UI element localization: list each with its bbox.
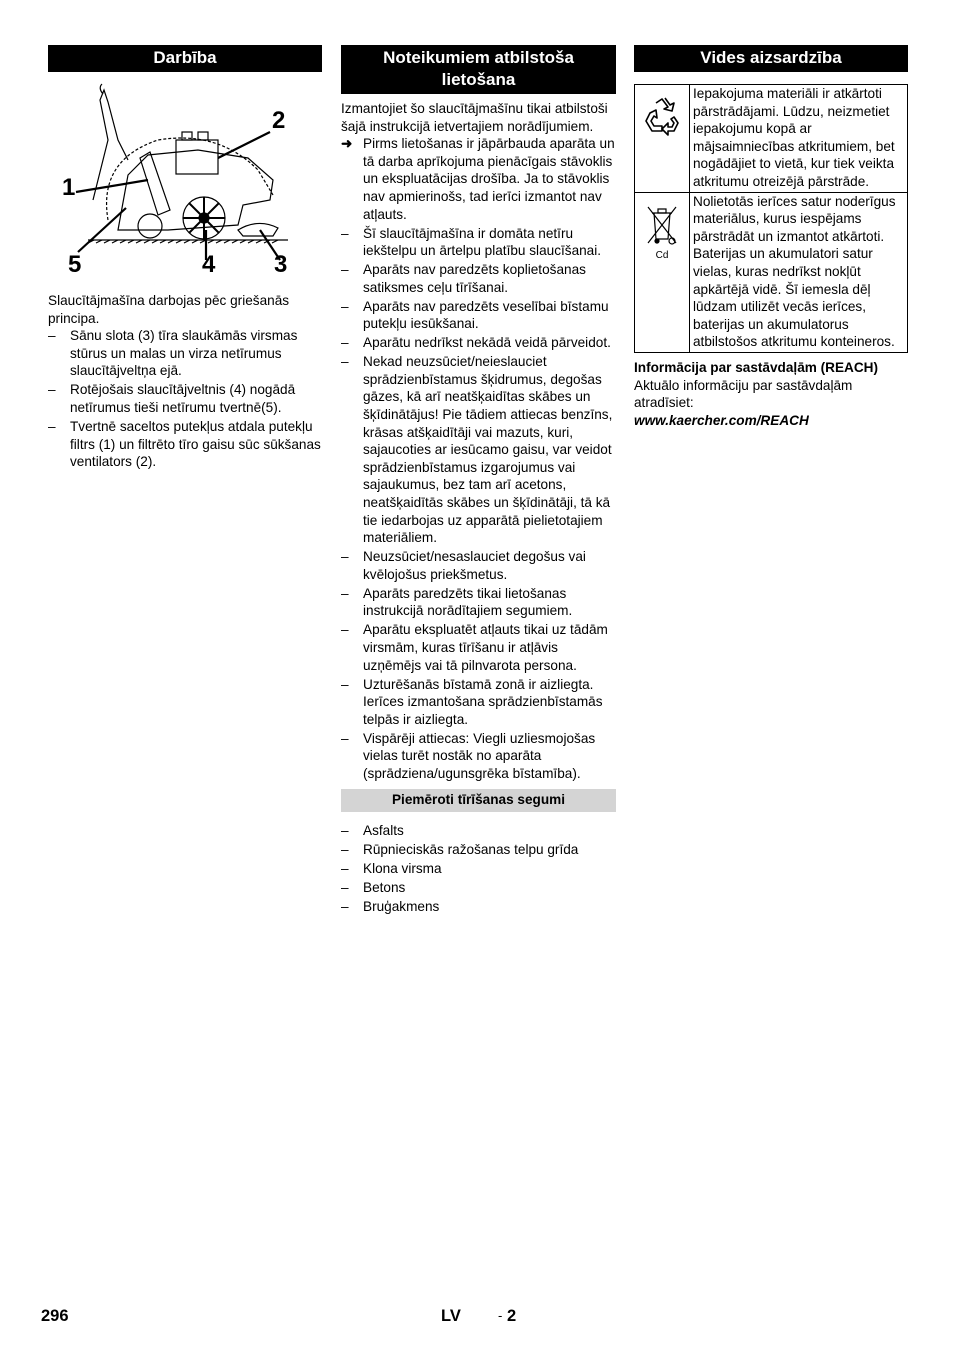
callout-4: 4: [202, 251, 216, 278]
list-item: – Rūpnieciskās ražošanas telpu grīda: [341, 842, 579, 858]
column-intended-use: [341, 45, 616, 917]
column-operation: [48, 45, 322, 472]
list-item: – Aparāts paredzēts tikai lietošanas instrukcijā norādītajiem segumiem.: [341, 585, 573, 619]
reach-heading: Informācija par sastāvdaļām (REACH): [634, 359, 879, 375]
section-title-intended-use: Noteikumiem atbilstoša lietošana: [341, 45, 616, 94]
list-item: – Bruģakmens: [341, 899, 440, 915]
language-code: LV: [441, 1307, 461, 1325]
table-row: [635, 85, 908, 193]
sweeper-diagram: [48, 80, 322, 290]
operation-list: [48, 327, 322, 471]
recycle-cell: [635, 85, 690, 193]
subheading-surfaces: Piemēroti tīrīšanas segumi: [341, 789, 616, 812]
page-number: 296: [41, 1307, 69, 1325]
list-item: – Rotējošais slaucītājveltnis (4) nogādā netīrumus tieši netīrumu tvertnē(5).: [48, 382, 296, 415]
list-item: – Tvertnē saceltos putekļus atdala putekļu filtrs (1) un filtrēto tīro gaisu sūc sūkšanas ventilators (2).: [48, 418, 321, 470]
intended-use-intro: Izmantojiet šo slaucītājmašīnu tikai atbilstoši šajā instrukcijā ietvertajiem norādījumiem.: [341, 101, 608, 134]
callout-2: 2: [272, 107, 286, 134]
bin-text: Nolietotās ierīces satur noderīgus materiālus, kurus iespējams pārstrādāt un izmantot atkārtoti. Baterijas un akumulatori satur vielas, kuras nedrīkst nokļūt apkārtējā vidē. Šī iemesla dēļ lūdzam utilizēt vecās ierīces, baterijas un akumulatorus atbilstošos atkritumu konteineros.: [690, 192, 908, 352]
crossed-bin-icon: [640, 203, 684, 255]
callout-3: 3: [274, 251, 288, 278]
environment-table: [634, 84, 908, 353]
operation-intro: Slaucītājmašīna darbojas pēc griešanās principa.: [48, 293, 290, 326]
list-item: – Klona virsma: [341, 861, 442, 877]
reach-text: Aktuālo informāciju par sastāvdaļām atradīsiet:: [634, 377, 853, 411]
list-item: – Uzturēšanās bīstamā zonā ir aizliegta. Ierīces izmantošana sprādzienbīstamās telpās ir aizliegta.: [341, 676, 603, 727]
list-item: – Aparātu nedrīkst nekādā veidā pārveidot.: [341, 335, 611, 351]
table-row: [635, 192, 908, 352]
list-item: – Neuzsūciet/nesaslauciet degošus vai kvēlojošus priekšmetus.: [341, 549, 586, 582]
list-item: – Sānu slota (3) tīra slaukāmās virsmas stūrus un malas un virza netīrumus slaucītājveltņa ejā.: [48, 328, 298, 379]
intended-use-list: [341, 135, 616, 782]
list-item: – Vispārēji attiecas: Viegli uzliesmojošas vielas turēt nostāk no aparāta (sprādziena/ugunsgrēka bīstamība).: [341, 730, 596, 781]
list-item: – Aparāts nav paredzēts koplietošanas satiksmes ceļu tīrīšanai.: [341, 262, 586, 295]
arrow-right-icon: ➜: [341, 136, 353, 152]
bin-cell: [635, 192, 690, 352]
section-title-environment: Vides aizsardzība: [634, 45, 908, 72]
reach-link[interactable]: www.kaercher.com/REACH: [634, 412, 809, 428]
callout-5: 5: [68, 251, 82, 278]
list-item: – Nekad neuzsūciet/neieslauciet sprādzienbīstamus šķidrumus, degošas gāzes, kā arī neatšķaidītas skābes un šķīdinātājus! Pie tādiem attiecas benzīns, krāsas atšķaidītāji vai mazuts, kuri, sajaucoties ar iesūcamo gaisu, var veidot sprādzienbīstamus izgarojumus vai sajaukumus, bez tam arī acetons, neatšķaidītās skābes un šķīdinātāji, tā kā tie iedarbojas uz apparātā pielietotajiem materiāliem.: [341, 354, 613, 546]
list-item: – Asfalts: [341, 823, 404, 839]
section-title-operation: Darbība: [48, 45, 322, 72]
recycle-text: Iepakojuma materiāli ir atkārtoti pārstrādājami. Lūdzu, neizmetiet iepakojumu kopā ar mājsaimniecības atkritumiem, bet nogādājiet to vietā, kur tiek veikta atkritumu otreizējā pārstrāde.: [690, 85, 908, 193]
list-item: – Aparātu ekspluatēt atļauts tikai uz tādām virsmām, kuras tīrīšanu ir atļāvis uzņēmējs vai tā pilnvarota persona.: [341, 622, 608, 673]
column-environment: [634, 45, 908, 429]
surfaces-list: [341, 822, 616, 916]
list-item: – Aparāts nav paredzēts veselībai bīstamu putekļu iesūkšanai.: [341, 298, 609, 332]
footer-dash: -: [498, 1308, 503, 1323]
list-item: – Betons: [341, 880, 406, 896]
recycle-icon: [640, 95, 684, 139]
cd-label: Cd: [655, 250, 669, 262]
list-item-arrow: ➜ Pirms lietošanas ir jāpārbauda aparāta un tā darba aprīkojuma pienācīgais stāvoklis un ekspluatācijas drošība. Ja to stāvoklis nav apmierinošs, tad ierīci izmantot nav atļauts.: [341, 136, 615, 222]
callout-1: 1: [62, 174, 76, 201]
sub-page-number: 2: [507, 1307, 517, 1325]
list-item: – Šī slaucītājmašīna ir domāta netīru iekštelpu un ārtelpu platību slaucīšanai.: [341, 225, 602, 259]
